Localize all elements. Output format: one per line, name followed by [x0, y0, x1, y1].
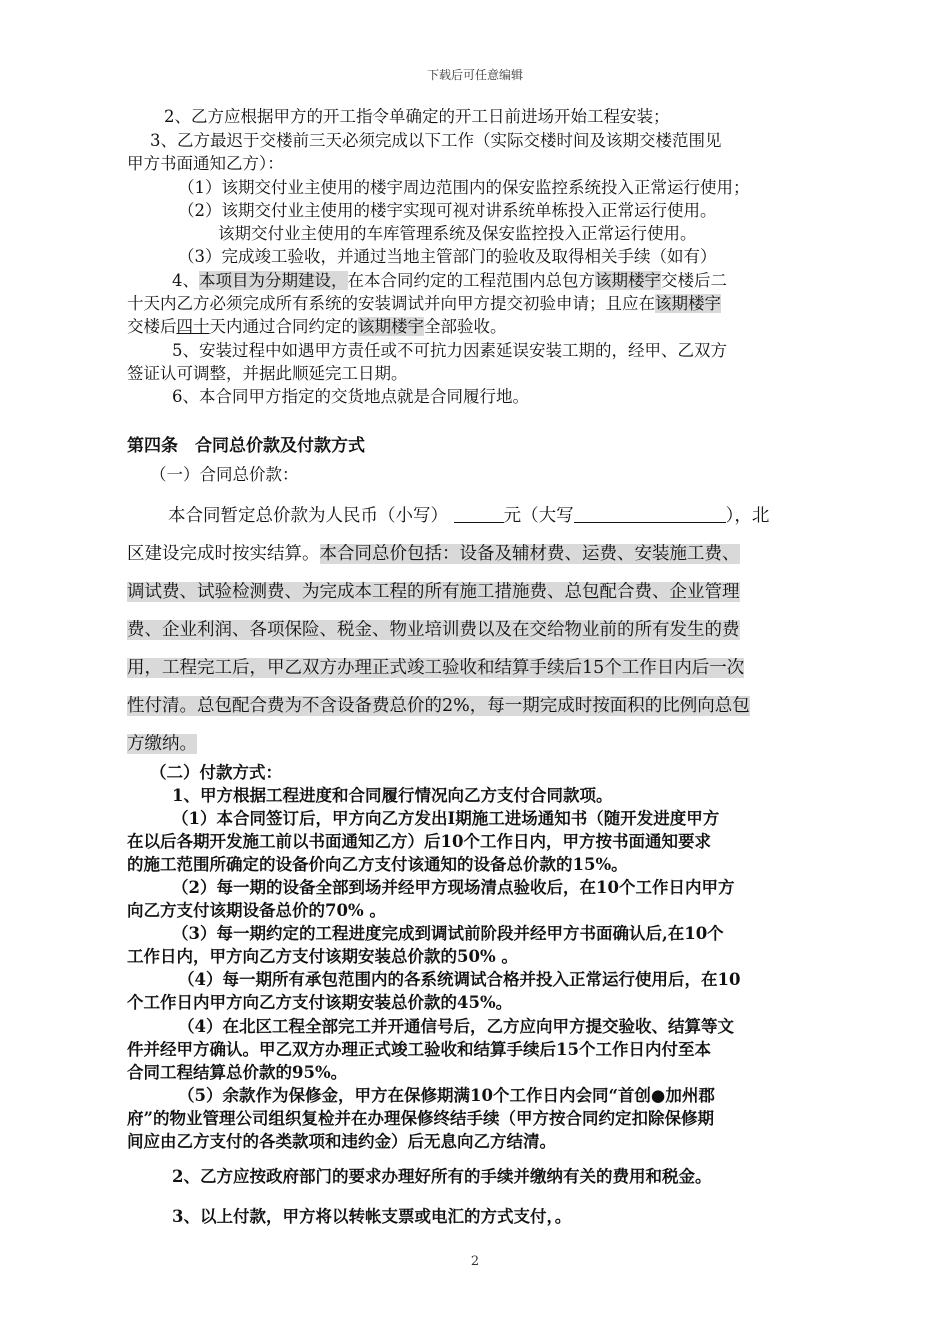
clause-3-sub-2: （2）该期交付业主使用的楼宇实现可视对讲系统单栋投入正常运行使用。	[178, 201, 717, 220]
total-price-text3: ），北	[725, 506, 770, 526]
clause-3-item-4-line3	[127, 316, 507, 338]
total-price-line4-highlight: 费、企业利润、各项保险、税金、物业培训费以及在交给物业前的所有发生的费	[127, 620, 740, 640]
payment-1-4-line2: 个工作日内甲方向乙方支付该期安装总价款的45%。	[127, 993, 513, 1012]
clause-3-item-3-line2: 甲方书面通知乙方）：	[127, 154, 284, 173]
item-4-line3-text2: 天内通过合同约定的	[209, 317, 358, 336]
total-price-line1	[168, 503, 769, 529]
payment-1-5-line2: 件并经甲方确认。甲乙双方办理正式竣工验收和结算手续后15个工作日内付至本	[127, 1040, 711, 1059]
total-price-text: 本合同暂定总价款为人民币（小写）	[168, 506, 448, 526]
amount-uppercase-blank	[574, 504, 726, 523]
clause-3-item-4-line1	[172, 270, 727, 292]
total-price-line3-highlight: 调试费、试验检测费、为完成本工程的所有施工措施费、总包配合费、企业管理	[127, 582, 740, 602]
total-price-line3	[127, 579, 740, 605]
clause-3-item-2: 2、乙方应根据甲方的开工指令单确定的开工日前进场开始工程安装；	[164, 107, 670, 126]
payment-1-5-line3: 合同工程结算总价款的95%。	[127, 1063, 348, 1082]
payment-1-1-line3: 的施工范围所确定的设备价向乙方支付该通知的设备总价款的15%。	[127, 855, 628, 874]
item-4-line2-highlight: 该期楼宇	[655, 294, 721, 313]
item-4-line3-days: 四十	[176, 317, 210, 336]
clause-3-item-4-line2	[127, 293, 721, 315]
section-4-title: 第四条 合同总价款及付款方式	[127, 436, 365, 456]
total-price-line4	[127, 617, 740, 643]
total-price-line5-highlight: 用，工程完工后，甲乙双方办理正式竣工验收和结算手续后15个工作日内后一次	[127, 658, 745, 678]
item-4-highlight-building: 该期楼宇	[595, 271, 661, 290]
payment-1-2-line1: （2）每一期的设备全部到场并经甲方现场清点验收后，在10个工作日内甲方	[172, 878, 735, 897]
item-4-highlight-phased: 本项目为分期建设，	[199, 271, 348, 290]
payment-1-6-line1: （5）余款作为保修金，甲方在保修期满10个工作日内会同“首创●加州郡	[178, 1086, 715, 1105]
item-4-number: 4、	[172, 271, 199, 290]
payment-1-2-line2: 向乙方支付该期设备总价的70% 。	[127, 901, 386, 920]
total-price-line6-highlight: 性付清。总包配合费为不含设备费总价的2%，每一期完成时按面积的比例向总包	[127, 696, 750, 716]
total-price-line7	[127, 731, 197, 757]
payment-item-3: 3、以上付款，甲方将以转帐支票或电汇的方式支付，。	[172, 1207, 572, 1226]
payment-item-1: 1、甲方根据工程进度和合同履行情况向乙方支付合同款项。	[172, 786, 613, 805]
payment-1-6-line3: 间应由乙方支付的各类款项和违约金）后无息向乙方结清。	[127, 1132, 556, 1151]
page-number: 2	[470, 1254, 480, 1269]
payment-item-2: 2、乙方应按政府部门的要求办理好所有的手续并缴纳有关的费用和税金。	[172, 1167, 712, 1186]
payment-1-3-line1: （3）每一期约定的工程进度完成到调试前阶段并经甲方书面确认后,在10个	[172, 924, 724, 943]
section-4-sub-a: （一）合同总价款：	[150, 465, 299, 484]
total-price-line6	[127, 693, 750, 719]
total-price-line2-highlight: 本合同总价包括：设备及辅材费、运费、安装施工费、	[319, 544, 740, 564]
section-4-sub-b: （二）付款方式：	[150, 763, 282, 782]
amount-lowercase-blank	[454, 504, 504, 523]
clause-3-item-5-line2: 签证认可调整，并据此顺延完工日期。	[127, 364, 408, 383]
clause-3-item-5-line1: 5、安装过程中如遇甲方责任或不可抗力因素延误安装工期的，经甲、乙双方	[172, 341, 727, 360]
clause-3-sub-3: 该期交付业主使用的车库管理系统及保安监控投入正常运行使用。	[218, 224, 697, 243]
clause-3-sub-4: （3）完成竣工验收，并通过当地主管部门的验收及取得相关手续（如有）	[178, 247, 717, 266]
payment-1-6-line2: 府”的物业管理公司组织复检并在办理保修终结手续（甲方按合同约定扣除保修期	[127, 1109, 714, 1128]
total-price-line7-highlight: 方缴纳。	[127, 734, 197, 754]
clause-3-item-3-line1: 3、乙方最迟于交楼前三天必须完成以下工作（实际交楼时间及该期交楼范围见	[150, 131, 722, 150]
item-4-line3-highlight: 该期楼宇	[358, 317, 424, 336]
item-4-line3-text: 交楼后	[127, 317, 177, 336]
clause-3-sub-1: （1）该期交付业主使用的楼宇周边范围内的保安监控系统投入正常运行使用；	[178, 178, 750, 197]
total-price-line2-text: 区建设完成时按实结算。	[127, 544, 320, 564]
item-4-line3-end: 全部验收。	[424, 317, 507, 336]
payment-1-4-line1: （4）每一期所有承包范围内的各系统调试合格并投入正常运行使用后，在10	[178, 970, 741, 989]
item-4-text: 在本合同约定的工程范围内总包方	[347, 271, 595, 290]
total-price-text2: 元（大写	[503, 506, 574, 526]
clause-3-item-6: 6、本合同甲方指定的交货地点就是合同履行地。	[172, 387, 529, 406]
item-4-text-end: 交楼后二	[661, 271, 727, 290]
total-price-line5	[127, 655, 744, 681]
page-header: 下载后可任意编辑	[426, 68, 523, 82]
item-4-line2-text: 十天内乙方必须完成所有系统的安装调试并向甲方提交初验申请；且应在	[127, 294, 655, 313]
payment-1-5-line1: （4）在北区工程全部完工并开通信号后，乙方应向甲方提交验收、结算等文	[178, 1017, 734, 1036]
payment-1-3-line2: 工作日内，甲方向乙方支付该期安装总价款的50% 。	[127, 947, 518, 966]
payment-1-1-line1: （1）本合同签订后，甲方向乙方发出Ⅰ期施工进场通知书（随开发进度甲方	[172, 809, 720, 828]
payment-1-1-line2: 在以后各期开发施工前以书面通知乙方）后10个工作日内，甲方按书面通知要求	[127, 832, 711, 851]
total-price-line2	[127, 541, 740, 567]
